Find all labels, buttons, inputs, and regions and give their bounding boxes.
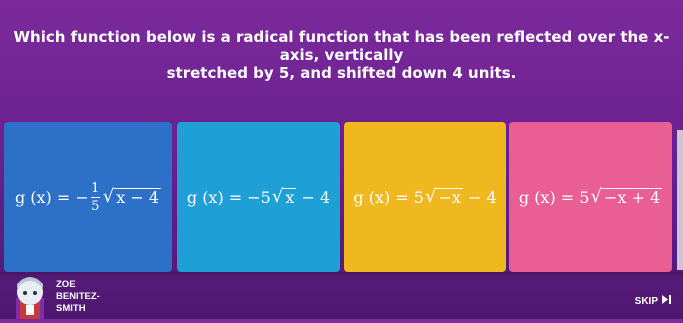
answer-4-prefix: g (x) = 5: [518, 187, 590, 207]
answer-3-expression: [353, 188, 496, 207]
answer-1-frac-den: 5: [91, 198, 100, 214]
answer-1-fraction: [91, 182, 100, 213]
answer-1-sqrt: [103, 188, 161, 206]
answer-2-expression: [187, 188, 330, 207]
side-panel-edge: [677, 130, 683, 270]
radical-sign-icon: √: [424, 186, 437, 207]
answer-3-suffix: − 4: [462, 187, 497, 207]
answer-3-prefix: g (x) = 5: [353, 187, 424, 207]
answer-1-frac-num: 1: [91, 180, 100, 196]
question-text: [0, 28, 683, 82]
answer-1-prefix: g (x) = −: [14, 187, 89, 207]
answer-2-prefix: g (x) = −5: [186, 187, 271, 207]
answer-4-sqrt: [590, 188, 662, 206]
answer-4-radicand: −x + 4: [603, 188, 661, 207]
question-line-2: stretched by 5, and shifted down 4 units.: [166, 64, 517, 82]
answer-1-expression: [15, 182, 161, 213]
skip-icon: [662, 295, 671, 307]
answer-1-radicand: x − 4: [116, 188, 160, 207]
player-name-line-3: SMITH: [56, 303, 86, 314]
answer-option-3[interactable]: [344, 122, 506, 272]
answer-2-suffix: − 4: [296, 187, 331, 207]
answer-2-radicand: x: [285, 188, 295, 207]
skip-button[interactable]: [635, 295, 671, 307]
divider-shadow: [0, 272, 683, 278]
answer-option-2[interactable]: [177, 122, 340, 272]
player-name: [56, 279, 126, 315]
radical-sign-icon: √: [271, 186, 284, 207]
radical-sign-icon: √: [102, 186, 115, 207]
radical-sign-icon: √: [590, 186, 602, 207]
answer-3-sqrt: [425, 188, 463, 206]
question-line-1: Which function below is a radical function that has been reflected over the x-axis, vertically: [13, 28, 670, 64]
answer-option-4[interactable]: [509, 122, 672, 272]
fraction-bar: [91, 197, 100, 198]
answer-option-1[interactable]: [4, 122, 172, 272]
avatar-icon: [6, 270, 54, 319]
answer-options: [0, 122, 683, 272]
answer-2-sqrt: [272, 188, 297, 206]
answer-3-radicand: −x: [438, 188, 461, 207]
skip-label: SKIP: [634, 295, 658, 307]
player-name-line-1: ZOE: [56, 279, 76, 290]
player-name-line-2: BENITEZ-: [56, 291, 100, 302]
answer-4-expression: [519, 188, 662, 207]
